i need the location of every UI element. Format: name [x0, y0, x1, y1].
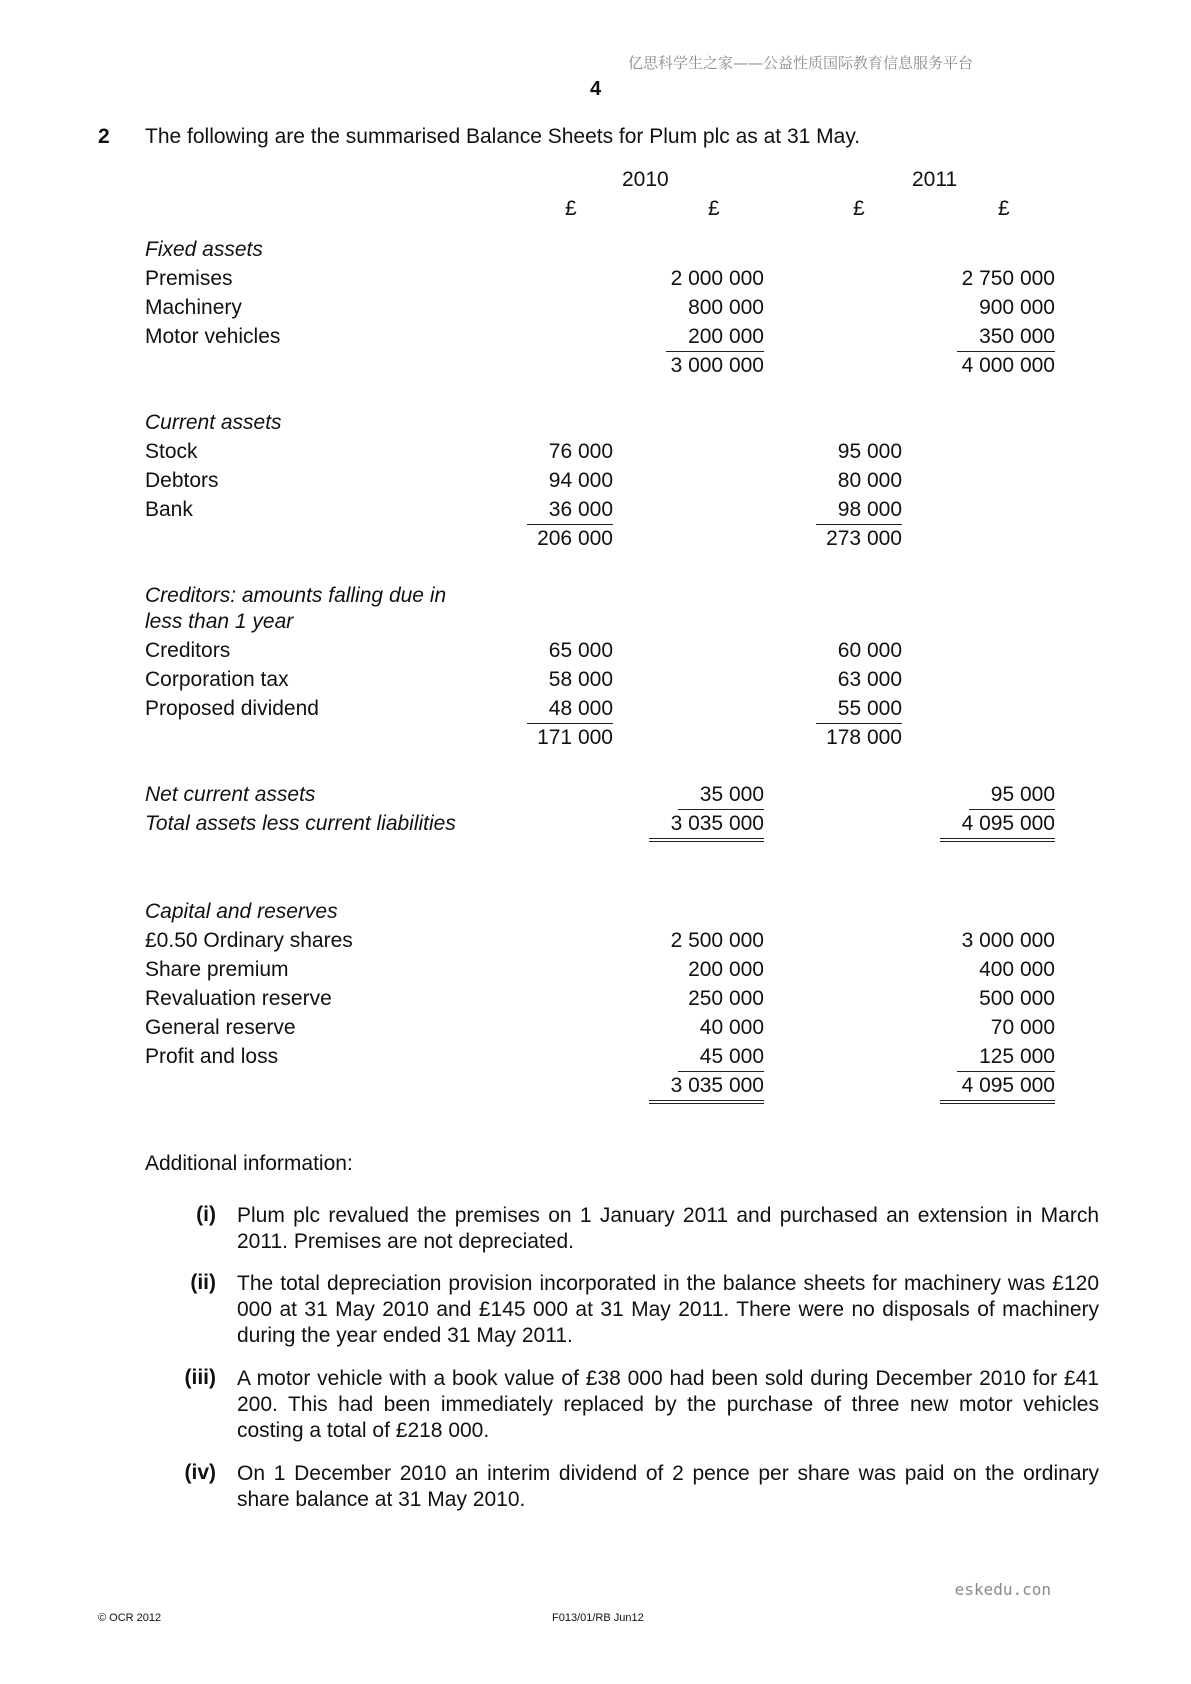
row-label: Machinery [145, 296, 242, 319]
value-2011: 98 000 [816, 496, 902, 525]
net-current-assets-label: Net current assets [145, 783, 316, 806]
net-current-assets-2011: 95 000 [969, 781, 1055, 810]
value-2010: 200 000 [666, 323, 764, 352]
value-2011: 125 000 [957, 1043, 1055, 1072]
row-label: Revaluation reserve [145, 987, 332, 1010]
value-2010: 250 000 [688, 987, 764, 1010]
capital-total-2010: 3 035 000 [649, 1072, 764, 1104]
row-label: Bank [145, 498, 193, 521]
capital-heading: Capital and reserves [145, 900, 338, 923]
fixed-assets-total-2010: 3 000 000 [670, 354, 764, 377]
item-text: A motor vehicle with a book value of £38 000 had been sold during December 2010 for £41 200. This had been immediately replaced by the purchase of three new motor vehicles costing a total of £218 000. [237, 1367, 1099, 1442]
total-assets-2010: 3 035 000 [649, 810, 764, 842]
total-assets-label: Total assets less current liabilities [145, 812, 456, 835]
footer-code: F013/01/RB Jun12 [552, 1612, 644, 1624]
value-2011: 80 000 [837, 469, 902, 492]
value-2010: 40 000 [699, 1016, 764, 1039]
value-2011: 2 750 000 [961, 267, 1055, 290]
currency-col1: £ [565, 197, 577, 220]
row-label: Share premium [145, 958, 289, 981]
row-label: Creditors [145, 639, 231, 662]
value-2011: 95 000 [837, 440, 902, 463]
current-assets-total-2010: 206 000 [537, 527, 613, 550]
value-2010: 2 500 000 [670, 929, 764, 952]
row-label: Proposed dividend [145, 697, 319, 720]
item-text: Plum plc revalued the premises on 1 January 2011 and purchased an extension in March 2011. Premises are not depreciated. [237, 1204, 1099, 1253]
value-2011: 400 000 [979, 958, 1055, 981]
row-label: Profit and loss [145, 1045, 279, 1068]
currency-col4: £ [998, 197, 1010, 220]
row-label: £0.50 Ordinary shares [145, 929, 353, 952]
item-numeral: (ii) [190, 1271, 216, 1294]
value-2010: 65 000 [548, 639, 613, 662]
creditors-total-2011: 178 000 [826, 726, 902, 749]
fixed-assets-total-2011: 4 000 000 [961, 354, 1055, 377]
row-label: Motor vehicles [145, 325, 281, 348]
currency-col3: £ [853, 197, 865, 220]
item-text: On 1 December 2010 an interim dividend of 2 pence per share was paid on the ordinary share balance at 31 May 2010. [237, 1462, 1099, 1511]
watermark: eskedu.con [954, 1580, 1051, 1599]
item-numeral: (i) [196, 1203, 216, 1226]
value-2011: 350 000 [957, 323, 1055, 352]
header-note: 亿思科学生之家——公益性质国际教育信息服务平台 [627, 54, 973, 72]
value-2010: 800 000 [688, 296, 764, 319]
capital-total-2011: 4 095 000 [940, 1072, 1055, 1104]
item-numeral: (iv) [184, 1461, 216, 1484]
row-label: Debtors [145, 469, 219, 492]
net-current-assets-2010: 35 000 [678, 781, 764, 810]
value-2010: 36 000 [527, 496, 613, 525]
total-assets-2011: 4 095 000 [940, 810, 1055, 842]
year-heading-2010: 2010 [622, 168, 669, 191]
value-2011: 3 000 000 [961, 929, 1055, 952]
question-text: The following are the summarised Balance Sheets for Plum plc as at 31 May. [145, 125, 861, 148]
item-text: The total depreciation provision incorporated in the balance sheets for machinery was £120 000 at 31 May 2010 and £145 000 at 31 May 2011. There were no disposals of machinery during the year ended 31 May 2011. [237, 1272, 1099, 1347]
item-numeral: (iii) [184, 1366, 216, 1389]
row-label: Stock [145, 440, 198, 463]
value-2010: 58 000 [548, 668, 613, 691]
row-label: Premises [145, 267, 233, 290]
value-2011: 500 000 [979, 987, 1055, 1010]
value-2011: 900 000 [979, 296, 1055, 319]
currency-col2: £ [708, 197, 720, 220]
footer-copyright: © OCR 2012 [98, 1612, 162, 1624]
fixed-assets-heading: Fixed assets [145, 238, 263, 261]
row-label: Corporation tax [145, 668, 289, 691]
value-2011: 70 000 [990, 1016, 1055, 1039]
current-assets-total-2011: 273 000 [826, 527, 902, 550]
value-2010: 200 000 [688, 958, 764, 981]
creditors-total-2010: 171 000 [537, 726, 613, 749]
creditors-heading-line2: less than 1 year [145, 610, 294, 633]
value-2011: 55 000 [816, 695, 902, 724]
creditors-heading: Creditors: amounts falling due in [145, 584, 447, 607]
value-2010: 2 000 000 [670, 267, 764, 290]
value-2011: 60 000 [837, 639, 902, 662]
current-assets-heading: Current assets [145, 411, 282, 434]
year-heading-2011: 2011 [912, 168, 958, 191]
additional-heading: Additional information: [145, 1152, 353, 1175]
value-2010: 45 000 [678, 1043, 764, 1072]
value-2010: 94 000 [548, 469, 613, 492]
page-number: 4 [589, 78, 602, 100]
value-2010: 76 000 [548, 440, 613, 463]
question-number: 2 [98, 125, 110, 148]
row-label: General reserve [145, 1016, 296, 1039]
value-2011: 63 000 [837, 668, 902, 691]
value-2010: 48 000 [527, 695, 613, 724]
